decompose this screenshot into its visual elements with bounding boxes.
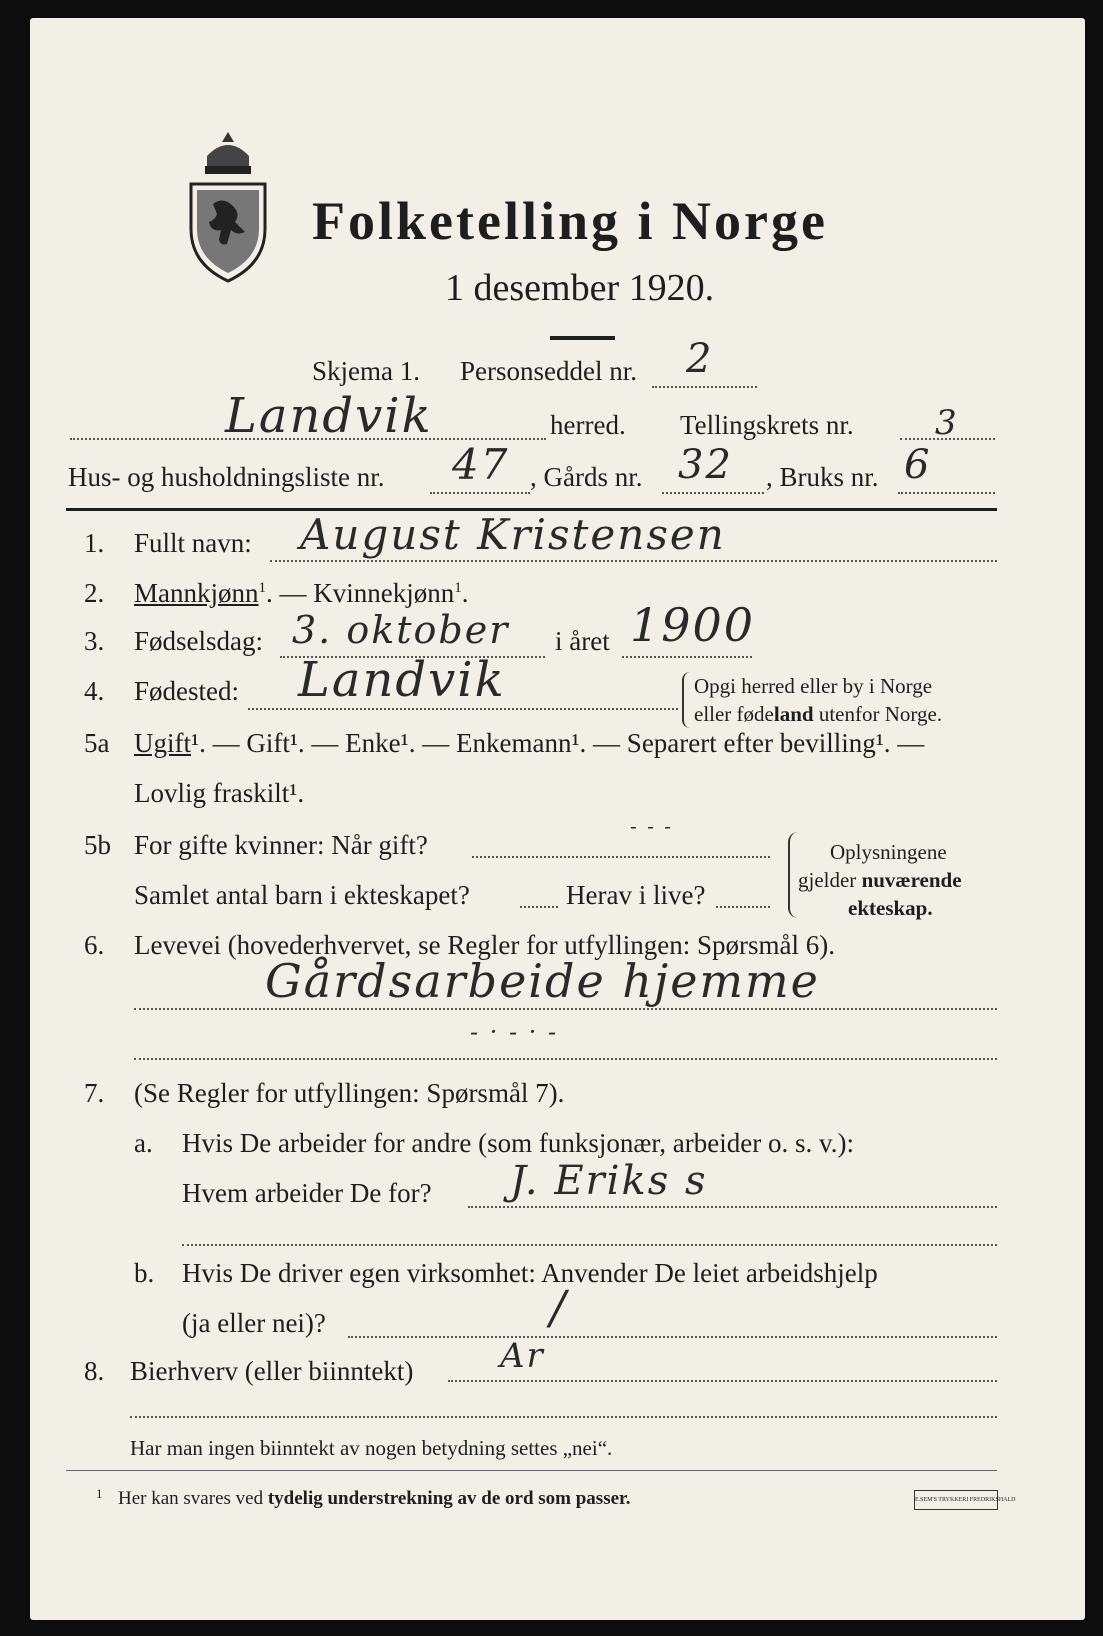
q4-line (248, 708, 678, 710)
gards-value: 32 (678, 442, 733, 488)
q6-value2: - · - · - (470, 1018, 559, 1046)
q8-line (448, 1380, 997, 1382)
q8-number: 8. (84, 1356, 105, 1386)
q5b-note-line3: ekteskap. (848, 896, 933, 920)
census-form-page (30, 18, 1085, 1620)
q5b-label2: Samlet antal barn i ekteskapet? (134, 880, 470, 910)
q7a-letter: a. (134, 1128, 153, 1158)
q8-label: Bierhverv (eller biinntekt) (130, 1356, 414, 1386)
q4-note-bold: land (773, 702, 814, 726)
footnote-rule (66, 1470, 997, 1471)
printer-stamp: E.SEM'S TRYKKERI FREDRIKSHALD (914, 1490, 998, 1510)
q2-options (134, 578, 469, 609)
bruks-line (898, 492, 995, 494)
q4-value: Landvik (298, 652, 506, 708)
q5b-note-bold: nuværende (861, 868, 962, 892)
q5b-dash: - - - (630, 814, 673, 838)
q7b-value: / (550, 1280, 568, 1334)
q8-value: Ar (500, 1336, 545, 1376)
q5a-number: 5a (84, 728, 110, 758)
q6-line1 (134, 1008, 997, 1010)
q5b-note-line2 (798, 866, 962, 894)
personseddel-line (652, 386, 757, 388)
tellingskrets-value: 3 (935, 403, 959, 443)
q4-note-text-end: utenfor Norge. (813, 702, 943, 726)
q7b-label2: (ja eller nei)? (182, 1308, 326, 1338)
q3-year-label: i året (555, 626, 610, 656)
q6-label: Levevei (hovederhvervet, se Regler for utfyllingen: Spørsmål 6). (134, 930, 836, 960)
q7a-line (468, 1206, 997, 1208)
q5a-options (134, 728, 924, 759)
q1-label: Fullt navn: (134, 528, 252, 558)
q2-separator: . — (266, 578, 314, 608)
q3-number: 3. (84, 626, 105, 656)
q2-footnote-mark-2: 1 (454, 580, 462, 596)
q2-end: . (461, 578, 469, 608)
q3-label: Fødselsdag: (134, 626, 264, 656)
personseddel-label: Personseddel nr. (460, 356, 637, 386)
footnote-text-bold: tydelig understrekning av de ord som passer. (267, 1488, 631, 1509)
q8-line2 (130, 1416, 997, 1418)
skjema-label: Skjema 1. (312, 356, 420, 386)
census-date: 1 desember 1920. (445, 267, 715, 309)
q7a-label2: Hvem arbeider De for? (182, 1178, 432, 1208)
q3-year-line (622, 656, 752, 658)
q5b-number: 5b (84, 830, 111, 860)
q1-line (270, 560, 997, 562)
q2-kvinnekjonn: Kvinnekjønn (313, 578, 455, 608)
page-title: Folketelling i Norge (312, 191, 828, 251)
q7b-label: Hvis De driver egen virksomhet: Anvender De leiet arbeidshjelp (182, 1258, 878, 1288)
q7a-label: Hvis De arbeider for andre (som funksjonær, arbeider o. s. v.): (182, 1128, 854, 1158)
bruks-value: 6 (904, 442, 932, 488)
q5b-note-brace (788, 832, 798, 918)
q5b-line2 (520, 906, 558, 908)
q5a-ugift-underlined: Ugift (134, 728, 191, 758)
footnote-text (118, 1488, 630, 1510)
q3-value: 3. oktober (292, 608, 510, 652)
q2-footnote-mark-1: 1 (258, 580, 266, 596)
q7-number: 7. (84, 1078, 105, 1108)
tellingskrets-label: Tellingskrets nr. (680, 410, 854, 440)
q5b-label3: Herav i live? (566, 880, 706, 910)
q5b-line3 (716, 906, 770, 908)
q7a-value: J. Eriks s (510, 1158, 708, 1204)
q4-note-text: eller føde (694, 702, 774, 726)
norway-coat-of-arms-icon (185, 128, 271, 288)
hus-line (430, 492, 530, 494)
q2-mannkjonn-underlined: Mannkjønn (134, 578, 259, 608)
q4-number: 4. (84, 676, 105, 706)
hus-label: Hus- og husholdningsliste nr. (68, 462, 385, 492)
q7a-line2 (182, 1244, 997, 1246)
q4-note-line1: Opgi herred eller by i Norge (694, 674, 933, 698)
q4-note-brace (682, 672, 690, 728)
q3-year-value: 1900 (630, 598, 756, 652)
bruks-label: , Bruks nr. (766, 462, 879, 492)
q6-value: Gårdsarbeide hjemme (265, 954, 820, 1008)
gards-line (662, 492, 764, 494)
q5b-note-line1: Oplysningene (830, 840, 947, 864)
hus-value: 47 (452, 440, 510, 489)
q5b-label1: For gifte kvinner: Når gift? (134, 830, 428, 860)
q6-number: 6. (84, 930, 105, 960)
personseddel-value: 2 (686, 336, 714, 382)
q5b-line1 (472, 856, 770, 858)
q5a-line2: Lovlig fraskilt¹. (134, 778, 305, 808)
q6-line2 (134, 1058, 997, 1060)
q1-number: 1. (84, 528, 105, 558)
gards-label: , Gårds nr. (530, 462, 643, 492)
herred-value: Landvik (225, 388, 433, 444)
q7b-line (348, 1336, 997, 1338)
q7b-letter: b. (134, 1258, 155, 1288)
q4-label: Fødested: (134, 676, 239, 706)
herred-label: herred. (550, 410, 626, 440)
q5a-rest: ¹. — Gift¹. — Enke¹. — Enkemann¹. — Separert efter bevilling¹. — (191, 728, 925, 758)
title-divider (550, 336, 615, 340)
q4-note-line2 (694, 700, 942, 728)
q7-label: (Se Regler for utfyllingen: Spørsmål 7). (134, 1078, 565, 1108)
q2-number: 2. (84, 578, 105, 608)
q8-note: Har man ingen biinntekt av nogen betydning settes „nei“. (130, 1436, 613, 1460)
q5b-note-text: gjelder (798, 868, 862, 892)
footnote-text-plain: Her kan svares ved (118, 1488, 268, 1509)
footnote-mark: 1 (96, 1486, 103, 1501)
q1-value: August Kristensen (300, 510, 726, 559)
